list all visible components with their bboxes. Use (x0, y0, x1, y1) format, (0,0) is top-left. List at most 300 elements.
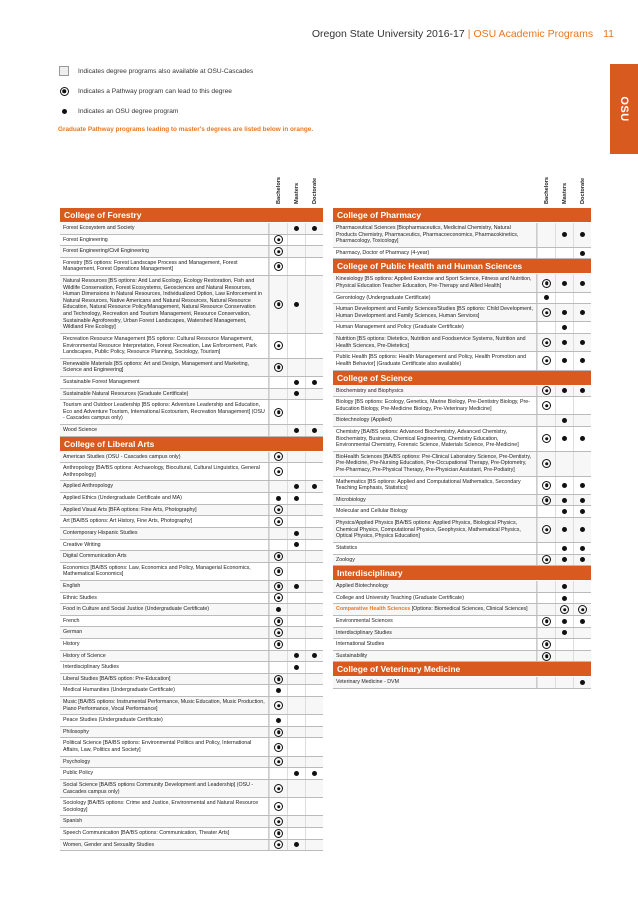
section-title: OSU Academic Programs (473, 28, 594, 40)
legend (58, 62, 253, 122)
cell-masters (555, 322, 573, 333)
cell-doctorate (573, 386, 591, 397)
program-name: Liberal Studies [BA/BS option: Pre-Education] (60, 674, 269, 685)
section-header: College of Forestry (60, 208, 323, 223)
cell-bachelors (269, 780, 287, 797)
cell-bachelors (269, 400, 287, 424)
program-name: Sustainability (333, 651, 537, 662)
program-name: Applied Biotechnology (333, 581, 537, 592)
degree-dot-icon (580, 546, 585, 551)
program-name: Recreation Resource Management [BS options: Cultural Resource Management, Environmental Resource Interpretation, Forest Recreation, Law Enforcement, Park Landscapes, Public Policy, Resource Planning, Sociology, Tourism] (60, 334, 269, 358)
side-tab-label: OSU (618, 96, 630, 122)
program-name: Tourism and Outdoor Leadership [BS options: Adventure Leadership and Education, Eco and Adventure Tourism, International Ecotourism, Recreation Management] (OSU - Cascades campus only) (60, 400, 269, 424)
cell-masters (555, 415, 573, 426)
cell-masters (287, 685, 305, 696)
section-rows (333, 581, 591, 662)
program-name: Applied Ethics (Undergraduate Certificate and MA) (60, 493, 269, 504)
pathway-program-name: Comparative Health Sciences (336, 606, 411, 613)
degree-dot-icon (562, 483, 567, 488)
col-header-doctorate: Doctorate (580, 177, 586, 204)
cell-doctorate (305, 246, 323, 257)
cell-doctorate (573, 322, 591, 333)
degree-dot-icon (580, 483, 585, 488)
col-header-bachelors: Bachelors (544, 176, 550, 204)
program-row (60, 425, 323, 437)
program-row (60, 493, 323, 505)
degree-dot-icon (294, 771, 299, 776)
cell-doctorate (573, 555, 591, 566)
cell-masters (287, 757, 305, 768)
col-header-doctorate: Doctorate (312, 177, 318, 204)
cell-masters (287, 389, 305, 400)
program-name: International Studies (333, 639, 537, 650)
pathway-ring-icon (274, 817, 283, 826)
cell-bachelors (269, 697, 287, 714)
section-rows (333, 677, 591, 689)
cell-doctorate (305, 528, 323, 539)
cell-bachelors (537, 223, 555, 247)
program-name: Applied Visual Arts [BFA options: Fine Arts, Photography] (60, 505, 269, 516)
degree-dot-icon (580, 251, 585, 256)
program-name: Chemistry [BA/BS options: Advanced Biochemistry, Advanced Chemistry, Biochemistry, Business, Chemical Engineering, Chemistry Education, Environmental Chemistry, Forensic Science, Materials Science, Pre-Medicine] (333, 427, 537, 451)
program-row (60, 727, 323, 739)
program-name: Microbiology (333, 495, 537, 506)
degree-dot-icon (562, 557, 567, 562)
program-name: Interdisciplinary Studies (60, 662, 269, 673)
right-column (333, 160, 591, 689)
cell-bachelors (537, 452, 555, 476)
pathway-ring-icon (274, 802, 283, 811)
cell-doctorate (305, 581, 323, 592)
program-name: Speech Communication [BA/BS options: Communication, Theater Arts] (60, 828, 269, 839)
program-row (333, 616, 591, 628)
cell-doctorate (305, 798, 323, 815)
cell-masters (287, 674, 305, 685)
cell-doctorate (573, 452, 591, 476)
degree-dot-icon (312, 653, 317, 658)
cell-bachelors (269, 246, 287, 257)
degree-dot-icon (580, 281, 585, 286)
program-row (60, 780, 323, 798)
program-name: American Studies (OSU - Cascades campus only) (60, 452, 269, 463)
cell-masters (555, 293, 573, 304)
cell-doctorate (573, 495, 591, 506)
cell-masters (287, 798, 305, 815)
cell-bachelors (537, 616, 555, 627)
pathway-ring-icon (542, 496, 551, 505)
cell-masters (555, 677, 573, 688)
cell-bachelors (269, 674, 287, 685)
program-name: Women, Gender and Sexuality Studies (60, 840, 269, 851)
pathway-ring-icon (274, 467, 283, 476)
cell-doctorate (305, 258, 323, 275)
program-options: [Options: Biomedical Sciences, Clinical Sciences] (410, 606, 528, 613)
degree-dot-icon (276, 688, 281, 693)
degree-dot-icon (580, 509, 585, 514)
section-header: College of Liberal Arts (60, 437, 323, 452)
cell-doctorate (305, 674, 323, 685)
legend-cascades (58, 62, 253, 80)
cell-masters (287, 828, 305, 839)
cell-bachelors (537, 581, 555, 592)
legend-pathway-label: Indicates a Pathway program can lead to this degree (78, 87, 232, 95)
program-name: Forest Engineering (60, 235, 269, 246)
degree-dot-icon (62, 109, 67, 114)
pathway-ring-icon (560, 605, 569, 614)
cell-masters (555, 223, 573, 247)
pathway-ring-icon (60, 87, 69, 96)
cell-bachelors (537, 248, 555, 259)
cell-bachelors (269, 528, 287, 539)
cell-bachelors (269, 738, 287, 755)
degree-dot-icon (562, 509, 567, 514)
cell-doctorate (305, 768, 323, 779)
cell-masters (287, 697, 305, 714)
program-row (60, 452, 323, 464)
program-name: Gerontology (Undergraduate Certificate) (333, 293, 537, 304)
pathway-ring-icon (274, 567, 283, 576)
cell-doctorate (573, 334, 591, 351)
cell-bachelors (537, 604, 555, 615)
cell-bachelors (537, 506, 555, 517)
cell-masters (287, 727, 305, 738)
cell-doctorate (573, 293, 591, 304)
cell-doctorate (305, 757, 323, 768)
program-name: Social Science [BA/BS options Community Development and Leadership] (OSU - Cascades campus only) (60, 780, 269, 797)
program-row (333, 543, 591, 555)
program-name: German (60, 627, 269, 638)
cell-bachelors (537, 477, 555, 494)
pathway-ring-icon (542, 481, 551, 490)
cell-masters (555, 452, 573, 476)
program-row (333, 397, 591, 415)
program-row (60, 505, 323, 517)
section-rows (333, 223, 591, 259)
program-row (60, 540, 323, 552)
program-row (60, 389, 323, 401)
cell-doctorate (573, 593, 591, 604)
degree-dot-icon (544, 295, 549, 300)
program-row (60, 400, 323, 425)
cell-masters (287, 516, 305, 527)
cell-bachelors (269, 828, 287, 839)
pathway-ring-icon (542, 459, 551, 468)
program-row (333, 223, 591, 248)
program-name: Interdisciplinary Studies (333, 628, 537, 639)
pathway-ring-icon (542, 308, 551, 317)
program-row (333, 518, 591, 543)
degree-dot-icon (562, 596, 567, 601)
program-row (60, 816, 323, 828)
cell-bachelors (269, 662, 287, 673)
pathway-ring-icon (542, 338, 551, 347)
cell-doctorate (305, 551, 323, 562)
section-header: College of Veterinary Medicine (333, 662, 591, 677)
program-row (333, 477, 591, 495)
pathway-ring-icon (274, 675, 283, 684)
cell-bachelors (269, 334, 287, 358)
pathway-ring-icon (542, 652, 551, 661)
cell-masters (555, 352, 573, 369)
pathway-ring-icon (274, 701, 283, 710)
cell-masters (287, 662, 305, 673)
cell-masters (287, 481, 305, 492)
program-name: Natural Resources [BS options: Arid Land Ecology, Ecology Restoration, Fish and Wildlife Conservation, Forest Ecosystems, Geosciences and Natural Resources, Human Dimensions in Natural Resources, Individualized Option, Law Enforcement in Natural Resources, Native Americans and Natural Resources, Natural Resource Education, Natural Resource Policy/Management, Natural Resource Conservation and Technology, Recreation and Tourism Management, Resource Conservation, Sustainable Agroforestry, Urban Forest Landscapes, Watershed Management, Wildland Fire Ecology] (60, 276, 269, 333)
degree-dot-icon (294, 496, 299, 501)
section-header: College of Pharmacy (333, 208, 591, 223)
degree-dot-icon (562, 388, 567, 393)
program-row (60, 463, 323, 481)
program-name: Political Science [BA/BS options: Environmental Politics and Policy, International Affairs, Law, Politics and Society] (60, 738, 269, 755)
program-name: College and University Teaching (Graduate Certificate) (333, 593, 537, 604)
cell-doctorate (573, 304, 591, 321)
cell-masters (555, 506, 573, 517)
cell-bachelors (269, 616, 287, 627)
program-row (60, 616, 323, 628)
pathway-ring-icon (274, 628, 283, 637)
side-tab (610, 64, 638, 154)
program-name: Human Management and Policy (Graduate Certificate) (333, 322, 537, 333)
doc-title: Oregon State University 2016-17 (311, 28, 465, 40)
pathway-ring-icon (542, 555, 551, 564)
program-name: Economics [BA/BS options: Law, Economics and Policy, Managerial Economics, Mathematical Economics] (60, 563, 269, 580)
cell-masters (287, 780, 305, 797)
program-row (333, 677, 591, 689)
cell-doctorate (305, 627, 323, 638)
program-name: Digital Communication Arts (60, 551, 269, 562)
cell-bachelors (537, 334, 555, 351)
cell-masters (555, 334, 573, 351)
pathway-ring-icon (274, 728, 283, 737)
program-name: Human Development and Family Sciences/Studies [BS options: Child Development, Human Development and Family Sciences, Human Services] (333, 304, 537, 321)
degree-dot-icon (312, 484, 317, 489)
degree-dot-icon (562, 436, 567, 441)
degree-dot-icon (580, 557, 585, 562)
program-name: Creative Writing (60, 540, 269, 551)
pathway-ring-icon (274, 235, 283, 244)
degree-dot-icon (562, 340, 567, 345)
program-row (60, 516, 323, 528)
cell-bachelors (537, 543, 555, 554)
program-name: Biotechnology (Applied) (333, 415, 537, 426)
program-row (60, 223, 323, 235)
cell-masters (555, 581, 573, 592)
degree-dot-icon (276, 718, 281, 723)
degree-dot-icon (580, 527, 585, 532)
pathway-ring-icon (542, 401, 551, 410)
program-name: Medical Humanities (Undergraduate Certificate) (60, 685, 269, 696)
cell-bachelors (537, 304, 555, 321)
cell-bachelors (269, 540, 287, 551)
cell-masters (555, 593, 573, 604)
pathway-ring-icon (274, 593, 283, 602)
program-row (60, 738, 323, 756)
section-rows (60, 452, 323, 852)
cell-bachelors (269, 551, 287, 562)
cell-doctorate (573, 518, 591, 542)
cell-doctorate (573, 581, 591, 592)
pathway-ring-icon (542, 640, 551, 649)
program-row (60, 359, 323, 377)
degree-dot-icon (294, 302, 299, 307)
program-row (333, 322, 591, 334)
section-header: College of Science (333, 371, 591, 386)
program-row (60, 377, 323, 389)
cell-masters (287, 334, 305, 358)
degree-dot-icon (562, 232, 567, 237)
program-name: History of Science (60, 651, 269, 662)
degree-dot-icon (580, 388, 585, 393)
cell-bachelors (269, 816, 287, 827)
cell-masters (287, 593, 305, 604)
cell-bachelors (269, 563, 287, 580)
degree-dot-icon (276, 607, 281, 612)
cell-masters (287, 528, 305, 539)
pathway-ring-icon (274, 505, 283, 514)
program-name: Biology [BS options: Ecology, Genetics, Marine Biology, Pre-Dentistry Biology, Pre-Education Biology, Pre-Medicine Biology, Pre-Veterinary Medicine] (333, 397, 537, 414)
program-name: Pharmacy, Doctor of Pharmacy (4-year) (333, 248, 537, 259)
cell-bachelors (537, 352, 555, 369)
cell-masters (555, 555, 573, 566)
cell-doctorate (573, 427, 591, 451)
cell-doctorate (305, 425, 323, 436)
pathway-ring-icon (274, 757, 283, 766)
cell-masters (555, 495, 573, 506)
cell-bachelors (537, 427, 555, 451)
program-name: Sociology [BA/BS options: Crime and Justice, Environmental and Natural Resource Sociology] (60, 798, 269, 815)
cell-doctorate (305, 639, 323, 650)
cell-bachelors (269, 377, 287, 388)
cell-masters (555, 604, 573, 615)
cell-doctorate (305, 780, 323, 797)
program-name: Psychology (60, 757, 269, 768)
cell-doctorate (573, 477, 591, 494)
cell-bachelors (537, 386, 555, 397)
cell-bachelors (537, 628, 555, 639)
program-row (333, 452, 591, 477)
degree-dot-icon (580, 498, 585, 503)
program-row (333, 415, 591, 427)
program-row (60, 639, 323, 651)
cell-masters (287, 651, 305, 662)
degree-dot-icon (294, 584, 299, 589)
program-name: Sustainable Natural Resources (Graduate Certificate) (60, 389, 269, 400)
pathway-ring-icon (274, 640, 283, 649)
cell-masters (287, 563, 305, 580)
cell-masters (555, 397, 573, 414)
pathway-ring-icon (274, 840, 283, 849)
degree-dot-icon (562, 358, 567, 363)
cell-masters (287, 258, 305, 275)
program-name: Nutrition [BS options: Dietetics, Nutrition and Foodservice Systems, Nutrition and Health Sciences, Pre-Dietetics] (333, 334, 537, 351)
cell-doctorate (305, 463, 323, 480)
program-row (333, 506, 591, 518)
cell-bachelors (269, 798, 287, 815)
program-name: English (60, 581, 269, 592)
cell-doctorate (305, 727, 323, 738)
header-separator: | (467, 28, 471, 40)
section-rows (60, 223, 323, 437)
cell-bachelors (537, 415, 555, 426)
program-row (333, 274, 591, 292)
cell-bachelors (269, 425, 287, 436)
program-row (60, 593, 323, 605)
program-name: Peace Studies (Undergraduate Certificate) (60, 715, 269, 726)
program-row (333, 555, 591, 567)
section-rows (333, 274, 591, 370)
program-row (333, 386, 591, 398)
cell-doctorate (573, 543, 591, 554)
cell-masters (287, 715, 305, 726)
cell-masters (555, 248, 573, 259)
pathway-ring-icon (542, 434, 551, 443)
cell-bachelors (269, 651, 287, 662)
cell-masters (555, 616, 573, 627)
program-name: Public Policy (60, 768, 269, 779)
cell-doctorate (573, 397, 591, 414)
degree-dot-icon (580, 680, 585, 685)
cell-doctorate (573, 616, 591, 627)
degree-dot-icon (294, 842, 299, 847)
degree-dot-icon (562, 630, 567, 635)
degree-dot-icon (562, 418, 567, 423)
legend-pathway (58, 82, 253, 100)
program-name: Statistics (333, 543, 537, 554)
program-row (60, 840, 323, 852)
program-name: Forest Ecosystem and Society (60, 223, 269, 234)
cell-doctorate (305, 840, 323, 851)
program-name: Spanish (60, 816, 269, 827)
cell-bachelors (269, 715, 287, 726)
cell-doctorate (305, 493, 323, 504)
pathway-ring-icon (274, 829, 283, 838)
cell-doctorate (305, 377, 323, 388)
program-name: Philosophy (60, 727, 269, 738)
cell-bachelors (269, 452, 287, 463)
program-name: Renewable Materials [BS options: Art and Design, Management and Marketing, Science and Engineering] (60, 359, 269, 376)
program-row (333, 304, 591, 322)
cell-bachelors (269, 505, 287, 516)
cascades-box-icon (59, 66, 69, 76)
cell-masters (555, 543, 573, 554)
degree-dot-icon (580, 232, 585, 237)
cell-doctorate (305, 593, 323, 604)
program-row (60, 768, 323, 780)
program-row (333, 334, 591, 352)
program-row (60, 828, 323, 840)
cell-doctorate (305, 816, 323, 827)
program-row (60, 604, 323, 616)
cell-masters (287, 235, 305, 246)
cell-bachelors (269, 727, 287, 738)
cell-bachelors (537, 518, 555, 542)
degree-dot-icon (312, 428, 317, 433)
cell-doctorate (305, 235, 323, 246)
left-column (60, 160, 323, 851)
program-row (60, 258, 323, 276)
cell-masters (555, 628, 573, 639)
cell-masters (287, 359, 305, 376)
degree-dot-icon (580, 358, 585, 363)
degree-dot-icon (562, 584, 567, 589)
program-row (333, 639, 591, 651)
degree-dot-icon (562, 546, 567, 551)
cell-masters (287, 505, 305, 516)
cell-masters (287, 627, 305, 638)
degree-dot-icon (312, 771, 317, 776)
pathway-ring-icon (274, 452, 283, 461)
pathway-ring-icon (542, 617, 551, 626)
